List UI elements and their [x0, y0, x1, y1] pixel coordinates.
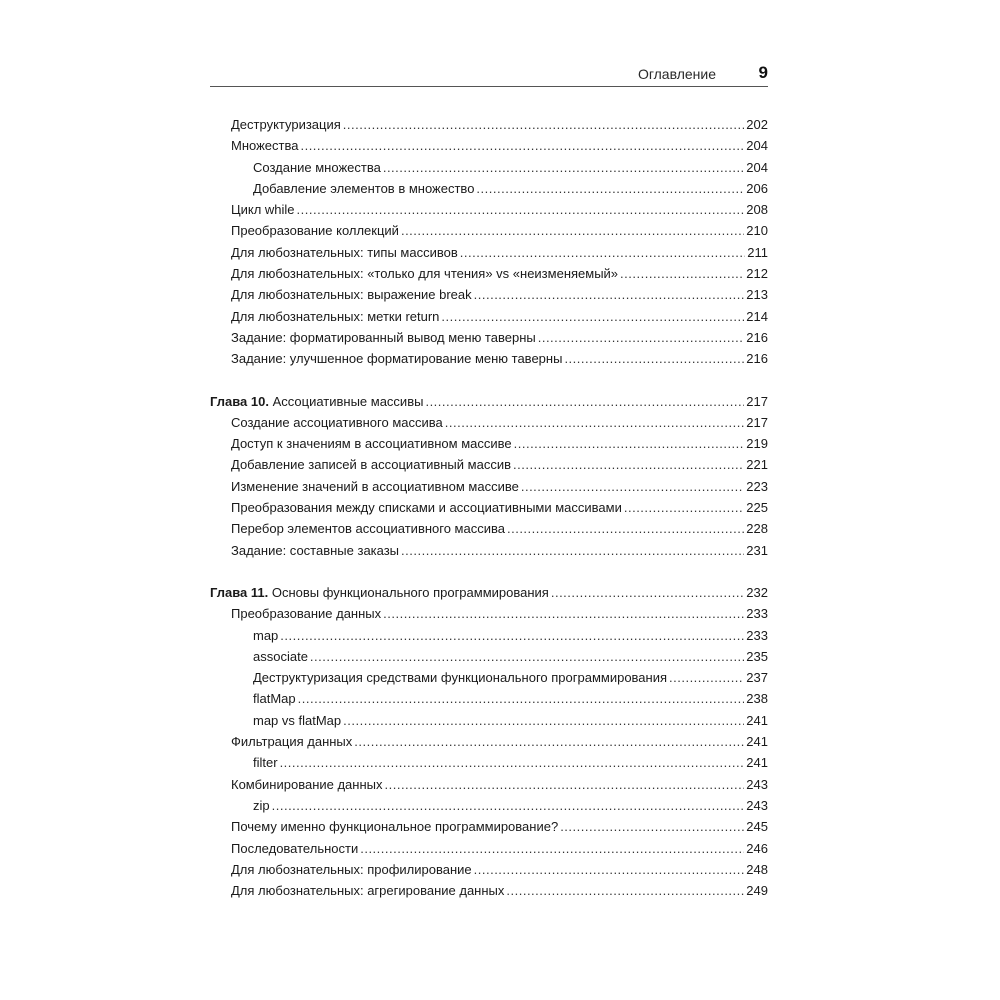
- toc-entry-text: associate: [253, 648, 308, 664]
- dot-leader: [624, 497, 744, 518]
- chapter-label: Глава 11.: [210, 584, 269, 600]
- toc-entry-title: [253, 157, 381, 178]
- toc-entry-text: Для любознательных: профилирование: [231, 861, 472, 877]
- toc-entry-page: 249: [746, 883, 768, 899]
- toc-entry-title: [231, 220, 399, 241]
- toc-entry-text: Задание: улучшенное форматирование меню таверны: [231, 351, 563, 367]
- toc-entry: [210, 242, 768, 263]
- toc-entry-title: [231, 412, 443, 433]
- toc-entry-text: Создание ассоциативного массива: [231, 414, 443, 430]
- dot-leader: [564, 348, 744, 369]
- toc-entry-page: 204: [746, 159, 768, 175]
- toc-entry: [210, 731, 768, 752]
- toc-entry-text: Перебор элементов ассоциативного массива: [231, 521, 505, 537]
- toc-entry: [210, 880, 768, 901]
- toc-entry-title: [231, 454, 511, 475]
- toc-entry: [210, 752, 768, 773]
- toc-entry-page: 213: [746, 287, 768, 303]
- toc-entry-title: [253, 625, 278, 646]
- dot-leader: [620, 263, 744, 284]
- dot-leader: [401, 220, 744, 241]
- toc-entry-text: map: [253, 627, 279, 643]
- dot-leader: [474, 859, 745, 880]
- toc-entry-title: [231, 880, 504, 901]
- dot-leader: [521, 476, 744, 497]
- toc-entry: [210, 220, 768, 241]
- dot-leader: [560, 816, 744, 837]
- table-of-contents: [210, 114, 768, 901]
- toc-entry-text: Множества: [231, 138, 299, 154]
- toc-entry: [210, 476, 768, 497]
- toc-entry-page: 225: [746, 500, 768, 516]
- toc-entry: [210, 603, 768, 624]
- dot-leader: [383, 603, 744, 624]
- toc-entry-text: Для любознательных: «только для чтения» vs «неизменяемый»: [231, 266, 619, 282]
- toc-entry: [210, 284, 768, 305]
- toc-entry-text: Фильтрация данных: [231, 734, 353, 750]
- dot-leader: [401, 540, 744, 561]
- toc-entry: [210, 497, 768, 518]
- toc-entry: [210, 114, 768, 135]
- toc-entry: [210, 816, 768, 837]
- toc-entry-title: [253, 667, 667, 688]
- dot-leader: [425, 391, 744, 412]
- toc-entry-text: Добавление элементов в множество: [253, 180, 475, 196]
- toc-entry-text: Доступ к значениям в ассоциативном массиве: [231, 436, 512, 452]
- toc-entry-page: 248: [746, 861, 768, 877]
- toc-entry-text: Задание: форматированный вывод меню таверны: [231, 329, 536, 345]
- toc-entry-title: [231, 327, 536, 348]
- toc-entry: [210, 540, 768, 561]
- dot-leader: [272, 795, 745, 816]
- toc-entry-title: [210, 391, 423, 412]
- dot-leader: [354, 731, 744, 752]
- toc-entry-text: Для любознательных: метки return: [231, 308, 440, 324]
- toc-entry-title: [231, 774, 383, 795]
- dot-leader: [280, 625, 744, 646]
- toc-entry: [210, 263, 768, 284]
- toc-entry-page: 243: [746, 776, 768, 792]
- toc-entry-page: 223: [746, 478, 768, 494]
- toc-entry-page: 228: [746, 521, 768, 537]
- dot-leader: [460, 242, 746, 263]
- toc-entry-text: Основы функционального программирования: [271, 584, 549, 600]
- toc-entry-text: Добавление записей в ассоциативный массив: [231, 457, 511, 473]
- toc-entry-title: [231, 838, 358, 859]
- toc-entry: [210, 157, 768, 178]
- toc-entry-page: 241: [746, 755, 768, 771]
- toc-entry-text: Для любознательных: выражение break: [231, 287, 472, 303]
- chapter-label: Глава 10.: [210, 393, 269, 409]
- toc-entry-page: 231: [746, 542, 768, 558]
- toc-entry-page: 211: [747, 244, 768, 260]
- dot-leader: [360, 838, 744, 859]
- toc-entry-page: 219: [746, 436, 768, 452]
- toc-entry-title: [231, 348, 562, 369]
- toc-entry-text: Преобразование коллекций: [231, 223, 399, 239]
- toc-entry-text: Деструктуризация средствами функционального программирования: [253, 670, 668, 686]
- toc-entry: [210, 646, 768, 667]
- toc-chapter-entry: [210, 582, 768, 603]
- dot-leader: [445, 412, 745, 433]
- toc-entry-title: [253, 795, 270, 816]
- toc-entry: [210, 135, 768, 156]
- toc-entry: [210, 454, 768, 475]
- running-header-title: Оглавление: [637, 66, 716, 82]
- toc-entry-title: [253, 688, 296, 709]
- dot-leader: [476, 178, 744, 199]
- toc-entry-title: [210, 582, 549, 603]
- toc-entry-page: 208: [746, 202, 768, 218]
- toc-entry-title: [231, 433, 512, 454]
- dot-leader: [441, 306, 744, 327]
- toc-entry: [210, 625, 768, 646]
- dot-leader: [310, 646, 744, 667]
- toc-entry-title: [231, 284, 472, 305]
- toc-entry-page: 246: [746, 840, 768, 856]
- dot-leader: [507, 518, 744, 539]
- running-header: [210, 62, 768, 87]
- toc-entry-title: [231, 242, 458, 263]
- toc-entry-text: Для любознательных: типы массивов: [231, 244, 458, 260]
- dot-leader: [385, 774, 745, 795]
- toc-section: [210, 582, 768, 901]
- dot-leader: [280, 752, 745, 773]
- toc-entry-page: 221: [746, 457, 768, 473]
- toc-entry-title: [253, 178, 474, 199]
- toc-entry-title: [231, 859, 472, 880]
- toc-entry-page: 210: [746, 223, 768, 239]
- toc-entry-text: Ассоциативные массивы: [272, 393, 424, 409]
- toc-entry-text: Для любознательных: агрегирование данных: [231, 883, 505, 899]
- toc-entry: [210, 667, 768, 688]
- toc-entry-title: [253, 710, 341, 731]
- toc-entry-title: [231, 114, 341, 135]
- toc-entry-title: [253, 646, 308, 667]
- toc-entry-text: Преобразование данных: [231, 606, 382, 622]
- toc-entry-text: Почему именно функциональное программирование?: [231, 819, 559, 835]
- dot-leader: [506, 880, 744, 901]
- dot-leader: [514, 433, 745, 454]
- toc-entry-page: 212: [746, 266, 768, 282]
- dot-leader: [383, 157, 744, 178]
- toc-entry-title: [231, 731, 352, 752]
- toc-entry: [210, 433, 768, 454]
- toc-entry-text: Изменение значений в ассоциативном массиве: [231, 478, 519, 494]
- toc-entry-page: 217: [746, 414, 768, 430]
- toc-entry: [210, 859, 768, 880]
- toc-entry-title: [253, 752, 278, 773]
- toc-entry-page: 237: [746, 670, 768, 686]
- toc-entry-title: [231, 135, 298, 156]
- toc-entry: [210, 688, 768, 709]
- toc-entry: [210, 178, 768, 199]
- toc-entry-text: Комбинирование данных: [231, 776, 383, 792]
- toc-entry-title: [231, 518, 505, 539]
- toc-entry-text: Задание: составные заказы: [231, 542, 400, 558]
- toc-entry-text: flatMap: [253, 691, 296, 707]
- toc-entry-text: map vs flatMap: [253, 712, 342, 728]
- dot-leader: [551, 582, 744, 603]
- toc-section: [210, 114, 768, 370]
- dot-leader: [297, 199, 745, 220]
- toc-entry-page: 233: [746, 627, 768, 643]
- toc-entry-title: [231, 497, 622, 518]
- toc-entry: [210, 774, 768, 795]
- toc-entry: [210, 518, 768, 539]
- toc-chapter-entry: [210, 391, 768, 412]
- toc-entry-title: [231, 540, 399, 561]
- toc-entry-page: 243: [746, 797, 768, 813]
- toc-entry-text: zip: [253, 797, 270, 813]
- dot-leader: [513, 454, 744, 475]
- toc-entry-page: 204: [746, 138, 768, 154]
- toc-entry-page: 241: [746, 734, 768, 750]
- toc-entry-page: 214: [746, 308, 768, 324]
- toc-entry-text: Последовательности: [231, 840, 359, 856]
- toc-entry-title: [231, 603, 381, 624]
- toc-entry-page: 217: [746, 393, 768, 409]
- toc-entry-page: 206: [746, 180, 768, 196]
- toc-entry: [210, 327, 768, 348]
- dot-leader: [538, 327, 745, 348]
- toc-entry: [210, 348, 768, 369]
- dot-leader: [474, 284, 745, 305]
- toc-entry-text: Цикл while: [231, 202, 295, 218]
- toc-entry: [210, 306, 768, 327]
- toc-entry-page: 235: [746, 648, 768, 664]
- dot-leader: [669, 667, 744, 688]
- page-number: 9: [758, 63, 768, 82]
- toc-entry: [210, 710, 768, 731]
- toc-entry-page: 202: [746, 117, 768, 132]
- toc-entry-page: 245: [746, 819, 768, 835]
- toc-entry: [210, 838, 768, 859]
- toc-entry: [210, 199, 768, 220]
- toc-entry: [210, 412, 768, 433]
- toc-entry-text: Создание множества: [253, 159, 381, 175]
- toc-entry-page: 216: [746, 351, 768, 367]
- toc-entry-title: [231, 816, 558, 837]
- toc-entry-page: 233: [746, 606, 768, 622]
- dot-leader: [343, 114, 745, 135]
- toc-entry-title: [231, 476, 519, 497]
- toc-entry-text: Преобразования между списками и ассоциативными массивами: [231, 500, 622, 516]
- toc-entry-page: 216: [746, 329, 768, 345]
- toc-entry: [210, 795, 768, 816]
- dot-leader: [343, 710, 744, 731]
- toc-entry-text: Деструктуризация: [231, 117, 341, 132]
- dot-leader: [300, 135, 744, 156]
- toc-entry-title: [231, 263, 618, 284]
- toc-section: [210, 391, 768, 561]
- toc-entry-title: [231, 199, 295, 220]
- toc-entry-page: 232: [746, 584, 768, 600]
- toc-entry-text: filter: [253, 755, 278, 771]
- toc-entry-page: 238: [746, 691, 768, 707]
- toc-entry-title: [231, 306, 439, 327]
- dot-leader: [298, 688, 745, 709]
- toc-entry-page: 241: [746, 712, 768, 728]
